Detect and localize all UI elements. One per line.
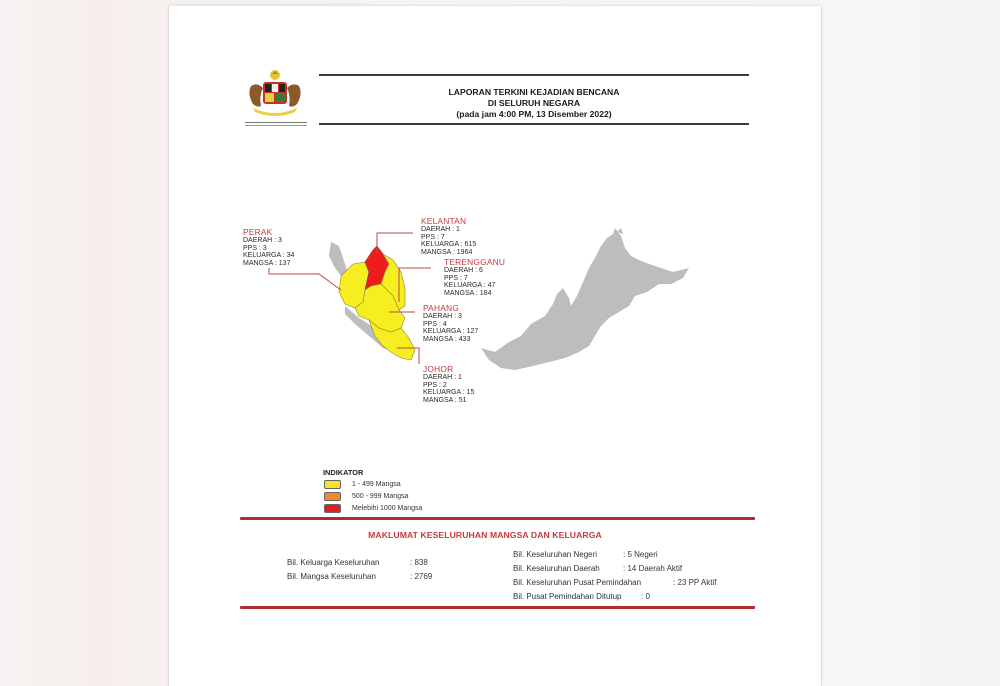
summary-value: : 23 PP Aktif xyxy=(673,578,717,587)
summary-label: Bil. Pusat Pemindahan Ditutup xyxy=(513,592,622,601)
title-line-1: LAPORAN TERKINI KEJADIAN BENCANA xyxy=(448,87,620,97)
summary-label: Bil. Mangsa Keseluruhan xyxy=(287,572,376,581)
summary-daerah-total xyxy=(513,564,683,573)
state-pps: PPS : 2 xyxy=(423,381,447,389)
title-line-3: (pada jam 4:00 PM, 13 Disember 2022) xyxy=(456,109,612,119)
state-pps: PPS : 7 xyxy=(444,274,468,282)
state-mangsa: MANGSA : 184 xyxy=(444,289,492,297)
state-pps: PPS : 3 xyxy=(243,244,267,252)
summary-value: : 838 xyxy=(410,558,428,567)
legend-title: INDIKATOR xyxy=(323,468,364,477)
state-pps: PPS : 4 xyxy=(423,320,447,328)
title-line-2: DI SELURUH NEGARA xyxy=(487,98,581,108)
state-mangsa: MANGSA : 433 xyxy=(423,335,471,343)
state-name: KELANTAN xyxy=(421,216,467,226)
state-name: PERAK xyxy=(243,227,273,237)
summary-label: Bil. Keseluruhan Pusat Pemindahan xyxy=(513,578,642,587)
state-mangsa: MANGSA : 1964 xyxy=(421,248,473,256)
summary-value: : 5 Negeri xyxy=(623,550,658,559)
summary-rule-bottom xyxy=(240,606,755,609)
map-region-unaffected-north xyxy=(329,242,347,276)
summary-value: : 0 xyxy=(641,592,650,601)
legend-swatch-red xyxy=(324,504,341,513)
summary-keluarga-total xyxy=(287,558,428,567)
legend-swatch-orange xyxy=(324,492,341,501)
state-daerah: DAERAH : 1 xyxy=(421,226,460,233)
summary-label: Bil. Keseluruhan Daerah xyxy=(513,564,600,573)
state-mangsa: MANGSA : 137 xyxy=(243,259,291,267)
state-info-terengganu xyxy=(444,258,505,297)
state-pps: PPS : 7 xyxy=(421,233,445,241)
legend-swatch-yellow xyxy=(324,480,341,489)
state-daerah: DAERAH : 1 xyxy=(423,374,462,381)
state-daerah: DAERAH : 3 xyxy=(243,237,282,244)
state-mangsa: MANGSA : 51 xyxy=(423,396,467,404)
state-name: TERENGGANU xyxy=(444,257,506,267)
legend-label: 500 - 999 Mangsa xyxy=(352,493,409,500)
map-region-borneo xyxy=(481,228,689,370)
legend-label: Melebihi 1000 Mangsa xyxy=(352,505,423,512)
summary-pusat-pemindahan-total xyxy=(513,578,717,587)
summary-value: : 2769 xyxy=(410,572,433,581)
state-keluarga: KELUARGA : 47 xyxy=(444,282,496,290)
summary-mangsa-total xyxy=(287,572,433,581)
legend-label: 1 - 499 Mangsa xyxy=(352,481,401,488)
summary-label: Bil. Keseluruhan Negeri xyxy=(513,550,598,559)
state-keluarga: KELUARGA : 615 xyxy=(421,241,477,249)
legend-item-high xyxy=(324,504,422,513)
state-keluarga: KELUARGA : 127 xyxy=(423,328,479,336)
report-page xyxy=(169,6,821,686)
summary-negeri-total xyxy=(513,550,658,559)
connector-perak xyxy=(269,268,341,290)
state-daerah: DAERAH : 3 xyxy=(423,313,462,320)
state-daerah: DAERAH : 6 xyxy=(444,267,483,274)
state-name: PAHANG xyxy=(423,303,459,313)
state-keluarga: KELUARGA : 15 xyxy=(423,389,475,397)
summary-label: Bil. Keluarga Keseluruhan xyxy=(287,558,380,567)
summary-rule-top xyxy=(240,517,755,520)
legend-item-low xyxy=(324,480,401,489)
summary-title: MAKLUMAT KESELURUHAN MANGSA DAN KELUARGA xyxy=(368,530,602,540)
summary-value: : 14 Daerah Aktif xyxy=(623,564,683,573)
state-info-kelantan xyxy=(421,217,476,256)
state-info-perak xyxy=(243,228,294,267)
legend-item-medium xyxy=(324,492,408,501)
state-info-pahang xyxy=(423,304,478,343)
state-keluarga: KELUARGA : 34 xyxy=(243,252,295,260)
connector-kelantan xyxy=(377,233,413,254)
state-info-johor xyxy=(423,365,474,404)
state-name: JOHOR xyxy=(423,364,454,374)
summary-pusat-pemindahan-ditutup xyxy=(513,592,650,601)
